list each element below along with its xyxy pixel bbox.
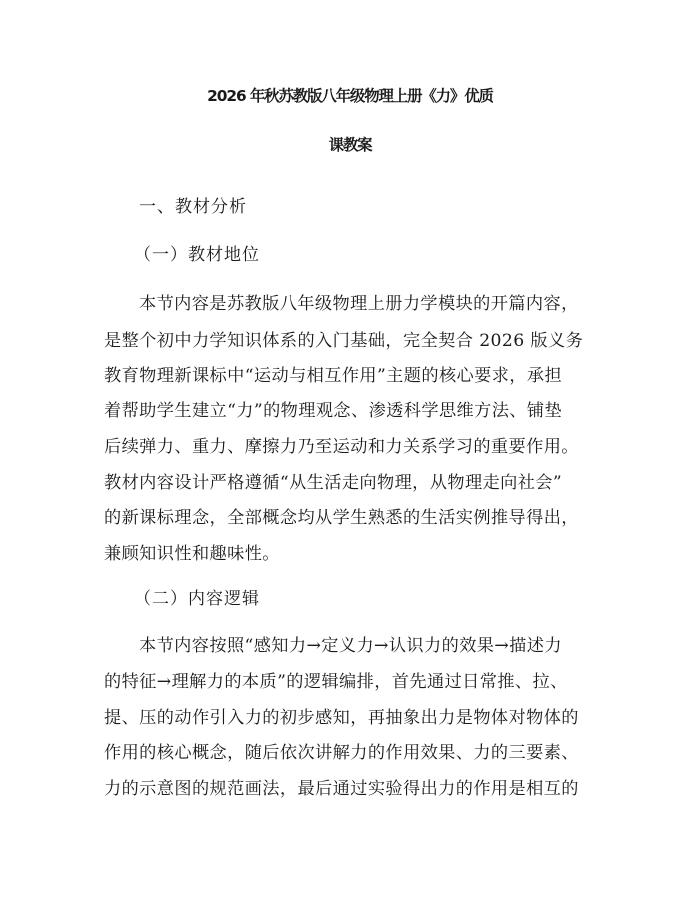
paragraph-line: 的特征→理解力的本质”的逻辑编排，首先通过日常推、拉、 <box>104 672 568 692</box>
paragraph-line: 是整个初中力学知识体系的入门基础，完全契合 2026 版义务 <box>104 331 584 351</box>
paragraph-line: 提、压的动作引入力的初步感知，再抽象出力是物体对物体的 <box>104 708 579 728</box>
paragraph-line: 教材内容设计严格遵循“从生活走向物理，从物理走向社会” <box>104 473 563 493</box>
paragraph-line: 着帮助学生建立“力”的物理观念、渗透科学思维方法、铺垫 <box>104 401 563 421</box>
subsection-heading-textbook-position: （一）教材地位 <box>134 245 260 265</box>
paragraph-line: 作用的核心概念，随后依次讲解力的作用效果、力的三要素、 <box>104 743 579 763</box>
paragraph-line: 本节内容按照“感知力→定义力→认识力的效果→描述力 <box>139 636 562 656</box>
paragraph-line: 力的示意图的规范画法，最后通过实验得出力的作用是相互的 <box>104 779 579 799</box>
paragraph-line: 后续弹力、重力、摩擦力乃至运动和力关系学习的重要作用。 <box>104 437 579 457</box>
paragraph-line: 的新课标理念，全部概念均从学生熟悉的生活实例推导得出， <box>104 508 579 528</box>
paragraph-line: 教育物理新课标中“运动与相互作用”主题的核心要求，承担 <box>104 366 563 386</box>
paragraph-line: 兼顾知识性和趣味性。 <box>104 544 280 564</box>
paragraph-line: 本节内容是苏教版八年级物理上册力学模块的开篇内容， <box>139 294 579 314</box>
document-title-line-1: 2026 年秋苏教版八年级物理上册《力》优质 <box>207 87 493 105</box>
subsection-heading-content-logic: （二）内容逻辑 <box>134 589 260 609</box>
document-title-line-2: 课教案 <box>328 136 372 154</box>
section-heading-textbook-analysis: 一、教材分析 <box>139 197 247 217</box>
